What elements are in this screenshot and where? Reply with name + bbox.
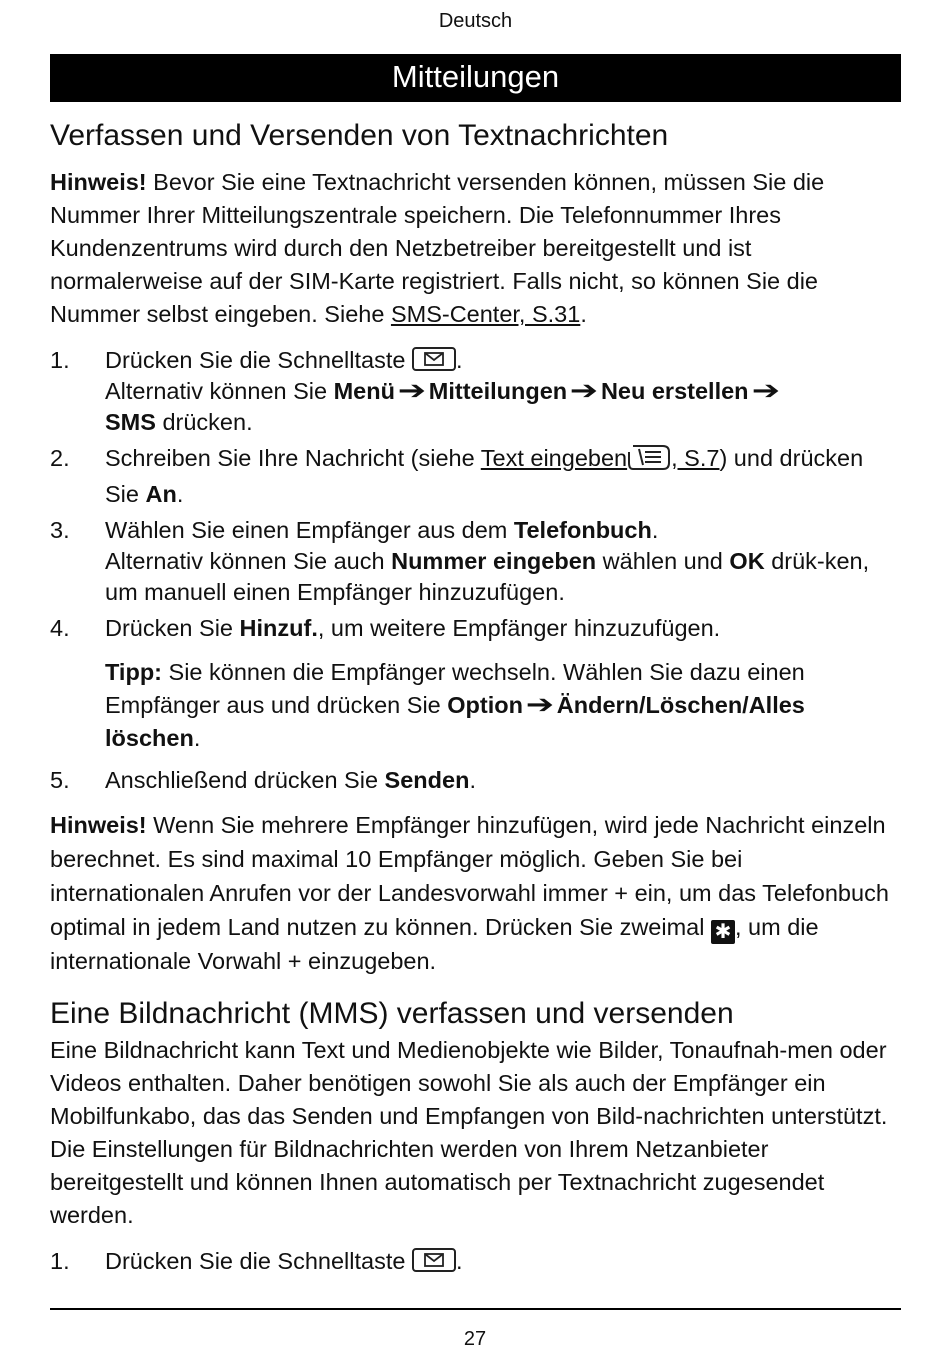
mms-text: Eine Bildnachricht kann Text und Medienobjekte wie Bilder, Tonaufnah-men oder Videos enthalten. Daher benötigen sowohl Sie als auch der Empfänger ein Mobilfunkabo, das das Senden und Empfangen von Bild-nachrichten unterstützt. Die Einstellungen für Bildnachrichten werden von Ihrem Netzanbieter bereitgestellt und können Ihnen automatisch per Textnachricht zugesendet werden. [50,1037,888,1228]
mms-heading: Eine Bildnachricht (MMS) verfassen und versenden [50,997,734,1030]
message-key-icon [412,347,456,371]
section-title: Mitteilungen [50,54,901,102]
message-key-icon [412,1248,456,1272]
list-item: 1. Drücken Sie die Schnelltaste . [50,1248,463,1274]
sms-heading: Verfassen und Versenden von Textnachrichten [50,119,669,152]
list-item: 3. Wählen Sie einen Empfänger aus dem Telefonbuch. Alternativ können Sie auch Nummer eingeben wählen und OK drük-ken, um manuell einen Empfänger hinzuzufügen. [50,517,870,605]
sms-center-link[interactable]: SMS-Center, S.31 [390,301,581,327]
list-item: 4. Drücken Sie Hinzuf., um weitere Empfänger hinzuzufügen. [50,615,721,641]
page-number: 27 [463,1328,487,1350]
arrow-right-icon: ➔ [525,689,555,719]
sms-steps [50,345,901,644]
text-eingeben-link[interactable]: Text eingeben , S.7 [481,445,720,471]
sms-note: Hinweis! Bevor Sie eine Textnachricht versenden können, müssen Sie die Nummer Ihrer Mitteilungszentrale speichern. Die Telefonnummer Ihres Kundenzentrums wird durch den Netzbetreiber bereitgestellt und ist normalerweise auf der SIM-Karte registriert. Falls nicht, so können Sie die Nummer selbst eingeben. Siehe SMS-Center, S.31. [50,169,825,327]
list-item: 1. Drücken Sie die Schnelltaste . Alternativ können Sie Menü ➔ Mitteilungen ➔ Neu erstellen ➔ SMS drücken. [50,347,780,435]
arrow-right-icon: ➔ [751,375,780,405]
footer-divider [50,1308,901,1310]
star-key-icon: ✱ [711,920,735,944]
page [50,0,901,1282]
text-entry-icon [627,443,671,479]
mms-steps [50,1246,901,1277]
arrow-right-icon: ➔ [569,375,599,405]
language-label: Deutsch [438,10,513,32]
list-item: 5. Anschließend drücken Sie Senden. [50,767,476,793]
sms-note-2: Hinweis! Wenn Sie mehrere Empfänger hinzufügen, wird jede Nachricht einzeln berechnet. Es sind maximal 10 Empfänger möglich. Geben Sie bei internationalen Anrufen vor der Landesvorwahl immer + ein, um das Telefonbuch optimal in jedem Land nutzen zu können. Drücken Sie zweimal ✱ , um die internationale Vorwahl + einzugeben. [50,812,889,974]
sms-steps-cont [50,765,901,796]
tip-box: Tipp: Sie können die Empfänger wechseln. Wählen Sie dazu einen Empfänger aus und drücken Sie Option ➔ Ändern/Löschen/Alles löschen. [105,659,805,751]
list-item: 2. Schreiben Sie Ihre Nachricht (siehe Text eingeben , S.7) und drücken Sie An. [50,445,864,507]
arrow-right-icon: ➔ [397,375,427,405]
note-label: Hinweis! [50,169,147,195]
